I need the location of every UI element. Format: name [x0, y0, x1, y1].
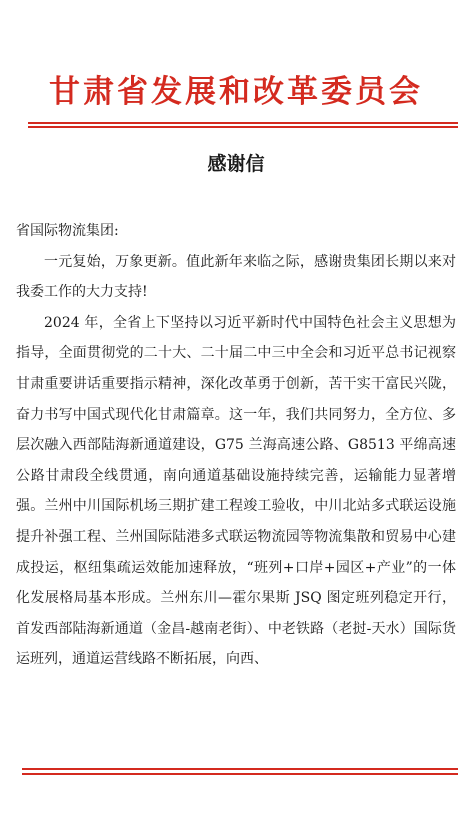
- letter-paragraph-achievements: 2024 年，全省上下坚持以习近平新时代中国特色社会主义思想为指导，全面贯彻党的二十大、二十届二中三中全会和习近平总书记视察甘肃重要讲话重要指示精神，深化改革勇于创新，苦干实干富民兴陇，奋力书写中国式现代化甘肃篇章。这一年，我们共同努力，全方位、多层次融入西部陆海新通道建设，G75 兰海高速公路、G8513 平绵高速公路甘肃段全线贯通，南向通道基础设施持续完善，运输能力显著增强。兰州中川国际机场三期扩建工程竣工验收，中川北站多式联运设施提升补强工程、兰州国际陆港多式联运物流园等物流集散和贸易中心建成投运，枢纽集疏运效能加速释放，“班列+口岸+园区+产业”的一体化发展格局基本形成。兰州东川—霍尔果斯 JSQ 图定班列稳定开行，首发西部陆海新通道（金昌-越南老街）、中老铁路（老挝-天水）国际货运班列，通道运营线路不断拓展，向西、: [16, 314, 456, 668]
- letter-salutation: 省国际物流集团:: [16, 223, 119, 239]
- letterhead-rule-upper: [28, 122, 458, 124]
- letterhead-rule-lower: [28, 126, 458, 128]
- letter-paragraph-greeting: 一元复始，万象更新。值此新年来临之际，感谢贵集团长期以来对我委工作的大力支持!: [16, 253, 456, 301]
- letterhead-org-name: 甘肃省发展和改革委员会: [49, 74, 423, 110]
- letter-title: 感谢信: [207, 153, 265, 175]
- footer-rule-upper: [22, 768, 458, 770]
- footer-rule-lower: [22, 773, 458, 775]
- letter-body: [16, 216, 456, 675]
